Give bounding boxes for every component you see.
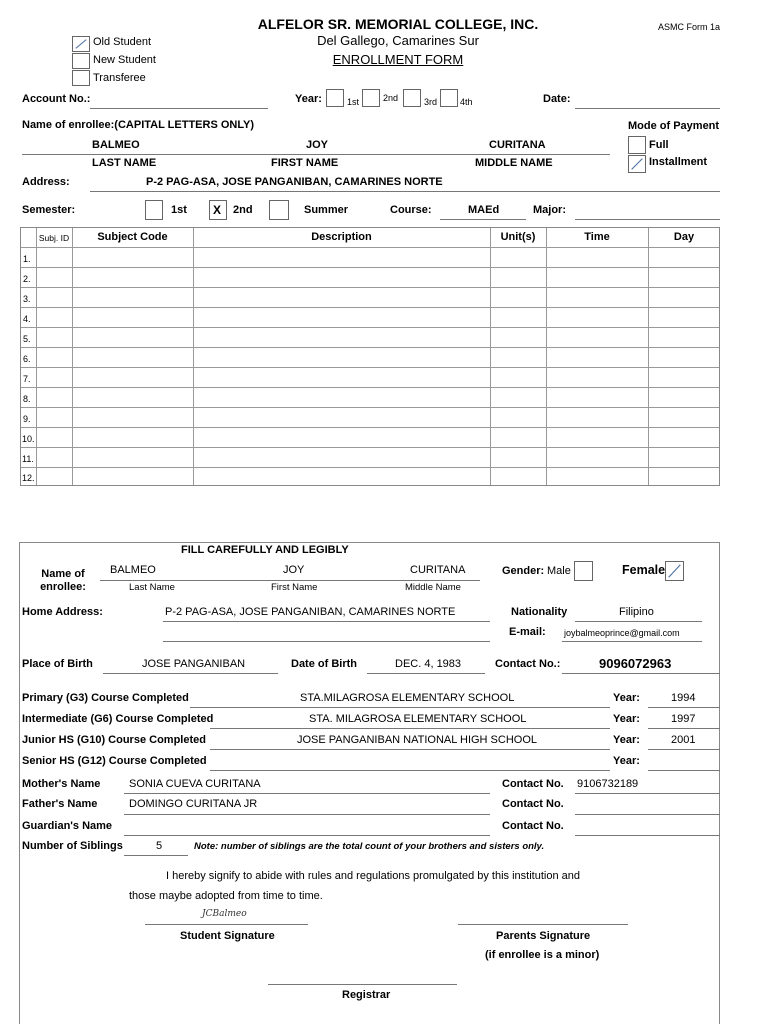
registrar-line[interactable] <box>268 984 457 985</box>
col-header-time: Time <box>584 231 610 243</box>
transferee-checkbox[interactable] <box>72 70 90 86</box>
mother-label: Mother's Name <box>22 778 101 790</box>
check-slash-icon <box>73 37 89 51</box>
primary-year-line <box>648 707 720 708</box>
gender-label: Gender: <box>502 565 545 577</box>
student-signature-line <box>145 924 308 925</box>
s2-middle-caption: Middle Name <box>405 582 461 593</box>
mother-contact: 9106732189 <box>577 778 639 790</box>
form-code: ASMC Form 1a <box>658 22 721 32</box>
male-label: Male <box>547 565 571 577</box>
father-contact-label: Contact No. <box>502 798 564 810</box>
year-2nd-checkbox[interactable] <box>362 89 380 107</box>
student-signature-label: Student Signature <box>180 930 275 942</box>
table-row-divider <box>21 367 719 368</box>
s2-last-caption: Last Name <box>129 582 175 593</box>
s2-middle-name: CURITANA <box>410 564 466 576</box>
primary-line <box>190 707 610 708</box>
enrollee-last-name: BALMEO <box>92 139 140 151</box>
contact-line <box>562 673 720 674</box>
table-row-divider <box>21 247 719 248</box>
table-row-divider <box>21 327 719 328</box>
check-slash-icon <box>666 562 683 580</box>
declaration-line-2: those maybe adopted from time to time. <box>129 890 323 902</box>
table-row-number: 1. <box>23 254 31 264</box>
primary-school: STA.MILAGROSA ELEMENTARY SCHOOL <box>300 692 515 704</box>
transferee-label: Transferee <box>93 72 146 84</box>
declaration-line-1: I hereby signify to abide with rules and regulations promulgated by this institution and <box>166 870 580 882</box>
col-header-day: Day <box>673 231 695 243</box>
junior-hs-school: JOSE PANGANIBAN NATIONAL HIGH SCHOOL <box>297 734 538 746</box>
father-label: Father's Name <box>22 798 98 810</box>
last-name-caption: LAST NAME <box>92 157 157 169</box>
siblings-label: Number of Siblings <box>22 840 123 852</box>
nationality-label: Nationality <box>511 606 568 618</box>
birthplace-line <box>103 673 278 674</box>
account-no-field[interactable] <box>90 108 268 109</box>
senior-hs-year-label: Year: <box>613 755 640 767</box>
table-row-number: 4. <box>23 314 31 324</box>
s2-last-name: BALMEO <box>110 564 156 576</box>
s2-name-line <box>100 580 480 581</box>
siblings-note: Note: number of siblings are the total count of your brothers and sisters only. <box>194 841 545 852</box>
year-4th-checkbox[interactable] <box>440 89 458 107</box>
major-label: Major: <box>533 204 566 216</box>
dob-line <box>367 673 485 674</box>
email-label: E-mail: <box>509 626 546 638</box>
table-row-divider <box>21 347 719 348</box>
senior-hs-label: Senior HS (G12) Course Completed <box>22 755 207 767</box>
primary-label: Primary (G3) Course Completed <box>22 692 189 704</box>
table-row-divider <box>21 407 719 408</box>
semester-summer-label: Summer <box>304 204 349 216</box>
table-row-number: 9. <box>23 414 31 424</box>
senior-hs-line[interactable] <box>210 770 610 771</box>
semester-2nd-checkbox[interactable] <box>209 200 227 220</box>
installment-checkbox[interactable] <box>628 155 646 173</box>
year-4th-label: 4th <box>460 97 473 107</box>
email-value: joybalmeoprince@gmail.com <box>564 628 680 638</box>
female-checkbox[interactable] <box>665 561 684 581</box>
male-checkbox[interactable] <box>574 561 593 581</box>
address-line <box>90 191 720 192</box>
col-header-units: Unit(s) <box>500 231 536 243</box>
table-row-number: 5. <box>23 334 31 344</box>
home-address-line <box>163 621 490 622</box>
nationality-value: Filipino <box>619 606 654 618</box>
name-of-label: Name of <box>41 568 85 580</box>
table-row-divider <box>21 447 719 448</box>
dob-label: Date of Birth <box>291 658 357 670</box>
contact-value: 9096072963 <box>599 656 672 671</box>
enrollee-label-2: enrollee: <box>40 581 86 593</box>
account-no-label: Account No.: <box>22 93 91 105</box>
parent-signature-line[interactable] <box>458 924 628 925</box>
intermediate-label: Intermediate (G6) Course Completed <box>22 713 214 725</box>
birthplace-value: JOSE PANGANIBAN <box>142 658 246 670</box>
parent-signature-note: (if enrollee is a minor) <box>485 949 600 961</box>
table-row-number: 6. <box>23 354 31 364</box>
year-2nd-label: 2nd <box>383 93 399 103</box>
semester-2nd-mark: X <box>213 203 222 217</box>
junior-hs-line <box>210 749 610 750</box>
year-1st-label: 1st <box>347 97 360 107</box>
full-payment-label: Full <box>649 139 669 151</box>
guardian-line[interactable] <box>124 835 490 836</box>
home-address-value: P-2 PAG-ASA, JOSE PANGANIBAN, CAMARINES NORTE <box>165 606 456 618</box>
dob-value: DEC. 4, 1983 <box>395 658 462 670</box>
senior-hs-year-line[interactable] <box>648 770 720 771</box>
address-value: P-2 PAG-ASA, JOSE PANGANIBAN, CAMARINES NORTE <box>146 176 443 188</box>
col-header-subject-code: Subject Code <box>97 231 168 243</box>
course-line <box>440 219 526 220</box>
semester-1st-label: 1st <box>171 204 187 216</box>
parent-signature-label: Parents Signature <box>496 930 591 942</box>
s2-first-caption: First Name <box>271 582 318 593</box>
date-field[interactable] <box>575 108 720 109</box>
first-name-caption: FIRST NAME <box>271 157 339 169</box>
enrollee-name-line <box>22 154 610 155</box>
intermediate-year: 1997 <box>671 713 696 725</box>
year-3rd-checkbox[interactable] <box>403 89 421 107</box>
full-payment-checkbox[interactable] <box>628 136 646 154</box>
junior-hs-year: 2001 <box>671 734 696 746</box>
home-address-label: Home Address: <box>22 606 103 618</box>
guardian-label: Guardian's Name <box>22 820 113 832</box>
course-value: MAEd <box>468 204 500 216</box>
subjects-table <box>20 227 720 486</box>
guardian-contact-line[interactable] <box>575 835 720 836</box>
primary-year-label: Year: <box>613 692 640 704</box>
table-row-number: 12. <box>22 473 35 483</box>
contact-label: Contact No.: <box>495 658 561 670</box>
semester-label: Semester: <box>22 204 76 216</box>
middle-name-caption: MIDDLE NAME <box>475 157 553 169</box>
year-1st-checkbox[interactable] <box>326 89 344 107</box>
mother-line <box>124 793 490 794</box>
new-student-checkbox[interactable] <box>72 53 90 69</box>
siblings-line <box>124 855 188 856</box>
mother-contact-label: Contact No. <box>502 778 564 790</box>
semester-summer-checkbox[interactable] <box>269 200 289 220</box>
table-row-number: 3. <box>23 294 31 304</box>
intermediate-school: STA. MILAGROSA ELEMENTARY SCHOOL <box>309 713 527 725</box>
junior-hs-label: Junior HS (G10) Course Completed <box>22 734 206 746</box>
registrar-label: Registrar <box>342 989 391 1001</box>
year-3rd-label: 3rd <box>424 97 438 107</box>
semester-1st-checkbox[interactable] <box>145 200 163 220</box>
address-label: Address: <box>22 176 70 188</box>
mother-contact-line <box>575 793 720 794</box>
female-label: Female <box>622 563 666 577</box>
enrollee-label: Name of enrollee:(CAPITAL LETTERS ONLY) <box>22 119 255 131</box>
major-line[interactable] <box>575 219 720 220</box>
table-row-divider <box>21 287 719 288</box>
enrollee-middle-name: CURITANA <box>489 139 546 151</box>
table-row-number: 2. <box>23 274 31 284</box>
s2-first-name: JOY <box>283 564 305 576</box>
father-line <box>124 814 490 815</box>
primary-year: 1994 <box>671 692 696 704</box>
college-location: Del Gallego, Camarines Sur <box>317 33 479 48</box>
guardian-contact-label: Contact No. <box>502 820 564 832</box>
student-signature: JCBalmeo <box>202 909 247 919</box>
siblings-value: 5 <box>156 840 163 852</box>
date-label: Date: <box>543 93 571 105</box>
table-row-divider <box>21 427 719 428</box>
table-row-divider <box>21 307 719 308</box>
course-label: Course: <box>390 204 432 216</box>
intermediate-line <box>210 728 610 729</box>
old-student-label: Old Student <box>93 36 152 48</box>
father-contact-line[interactable] <box>575 814 720 815</box>
old-student-checkbox[interactable] <box>72 36 90 52</box>
mother-name: SONIA CUEVA CURITANA <box>129 778 261 790</box>
table-row-number: 7. <box>23 374 31 384</box>
enrollee-first-name: JOY <box>306 139 329 151</box>
table-row-divider <box>21 467 719 468</box>
table-row-number: 10. <box>22 434 35 444</box>
fill-instruction: FILL CAREFULLY AND LEGIBLY <box>181 544 349 556</box>
check-slash-icon <box>629 156 645 172</box>
new-student-label: New Student <box>93 54 156 66</box>
installment-label: Installment <box>649 156 708 168</box>
year-label: Year: <box>295 93 322 105</box>
table-row-divider <box>21 387 719 388</box>
nationality-line <box>575 621 702 622</box>
home-address-line-2 <box>163 641 490 642</box>
intermediate-year-label: Year: <box>613 713 640 725</box>
college-name: ALFELOR SR. MEMORIAL COLLEGE, INC. <box>257 16 539 32</box>
col-header-description: Description <box>311 231 372 243</box>
birthplace-label: Place of Birth <box>22 658 93 670</box>
email-line <box>562 641 702 642</box>
col-header-subj-id: Subj. ID <box>38 233 70 243</box>
father-name: DOMINGO CURITANA JR <box>129 798 258 810</box>
semester-2nd-label: 2nd <box>233 204 253 216</box>
table-row-number: 11. <box>22 454 34 464</box>
table-row-divider <box>21 267 719 268</box>
table-row-number: 8. <box>23 394 31 404</box>
junior-hs-year-label: Year: <box>613 734 640 746</box>
payment-label: Mode of Payment <box>628 120 720 132</box>
form-title: ENROLLMENT FORM <box>332 52 464 67</box>
intermediate-year-line <box>648 728 720 729</box>
junior-hs-year-line <box>648 749 720 750</box>
